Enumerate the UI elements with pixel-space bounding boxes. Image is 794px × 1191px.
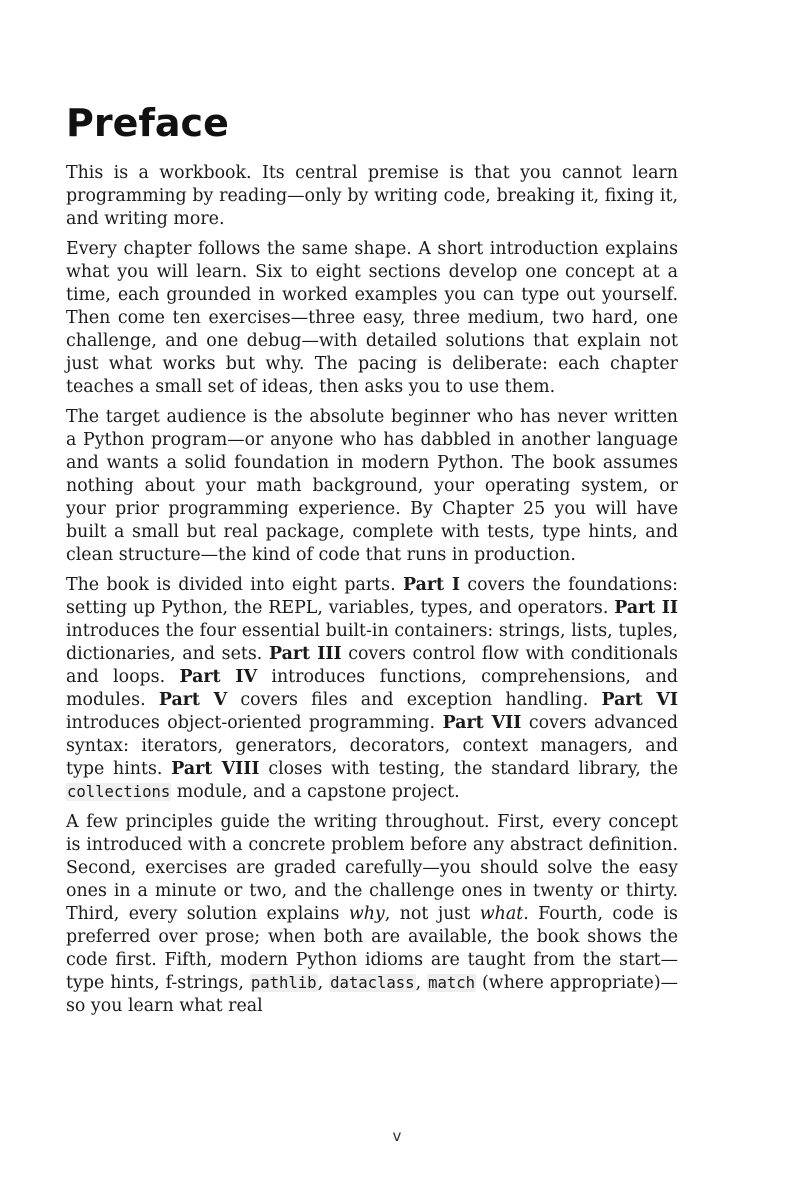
text-run: . Fourth, code is preferred over prose; when both are available, the book shows the code first. Fifth, modern Python idioms are taught from the start—type hints, f-strings, bbox=[66, 904, 678, 993]
text-run: covers files and exception handling. bbox=[227, 690, 602, 710]
text-run: covers the foundations: setting up Python, the REPL, variables, types, and operators. bbox=[66, 575, 678, 618]
paragraph-target-audience: The target audience is the absolute beginner who has never written a Python program—or anyone who has dabbled in another language and wants a solid foundation in modern Python. The book assumes nothing about your math background, your operating system, or your prior programming experience. By Chapter 25 you will have built a small but real package, complete with tests, type hints, and clean structure—the kind of code that runs in production. bbox=[66, 407, 678, 565]
inline-code-pathlib: pathlib bbox=[250, 974, 317, 992]
paragraph-workbook-premise: This is a workbook. Its central premise is that you cannot learn programming by reading—only by writing code, breaking it, fixing it, and writing more. bbox=[66, 163, 678, 229]
emphasis-what: what bbox=[479, 904, 524, 924]
part-viii-label: Part VIII bbox=[171, 759, 260, 779]
text-run: introduces the four essential built-in containers: strings, lists, tuples, dictionaries, and sets. bbox=[66, 621, 678, 664]
inline-code-match: match bbox=[428, 974, 476, 992]
part-vii-label: Part VII bbox=[442, 713, 522, 733]
text-run: introduces functions, comprehensions, and modules. bbox=[66, 667, 678, 710]
text-run: (where appropriate)—so you learn what real bbox=[66, 973, 679, 1016]
text-run: , not just bbox=[384, 904, 480, 924]
part-i-label: Part I bbox=[402, 575, 461, 595]
inline-code-collections: collections bbox=[67, 783, 171, 801]
part-iii-label: Part III bbox=[268, 644, 342, 664]
part-iv-label: Part IV bbox=[179, 667, 258, 687]
text-run: The book is divided into eight parts. bbox=[66, 575, 403, 595]
paragraph-chapter-shape: Every chapter follows the same shape. A short introduction explains what you will learn. Six to eight sections develop one concept at a time, each grounded in worked examples you can type out yourself. Then come ten exercises—three easy, three medium, two hard, one challenge, and one debug—with detailed solutions that explain not just what works but why. The pacing is deliberate: each chapter teaches a small set of ideas, then asks you to use them. bbox=[66, 239, 678, 397]
text-run: covers advanced syntax: iterators, generators, decorators, context managers, and type hints. bbox=[66, 713, 679, 779]
chapter-title: Preface bbox=[66, 101, 229, 145]
text-run: A few principles guide the writing throughout. First, every concept is introduced with a concrete problem before any abstract definition. Second, exercises are graded carefully—you should solve the easy ones in a minute or two, and the challenge ones in twenty or thirty. Third, every solution explains bbox=[66, 812, 678, 924]
part-ii-label: Part II bbox=[614, 598, 678, 618]
text-run: module, and a capstone project. bbox=[171, 782, 460, 802]
part-v-label: Part V bbox=[158, 690, 228, 710]
paragraph-book-parts bbox=[66, 574, 678, 804]
text-run: closes with testing, the standard library, the bbox=[259, 759, 679, 779]
inline-code-dataclass: dataclass bbox=[330, 974, 415, 992]
body-text bbox=[66, 162, 678, 1025]
part-vi-label: Part VI bbox=[601, 690, 678, 710]
text-run: , bbox=[317, 973, 330, 993]
text-run: introduces object-oriented programming. bbox=[66, 713, 443, 733]
text-run: covers control flow with conditionals and loops. bbox=[66, 644, 678, 687]
text-run: , bbox=[415, 973, 428, 993]
paragraph-principles bbox=[66, 811, 678, 1018]
emphasis-why: why bbox=[348, 904, 385, 924]
page-number: v bbox=[392, 1127, 402, 1145]
